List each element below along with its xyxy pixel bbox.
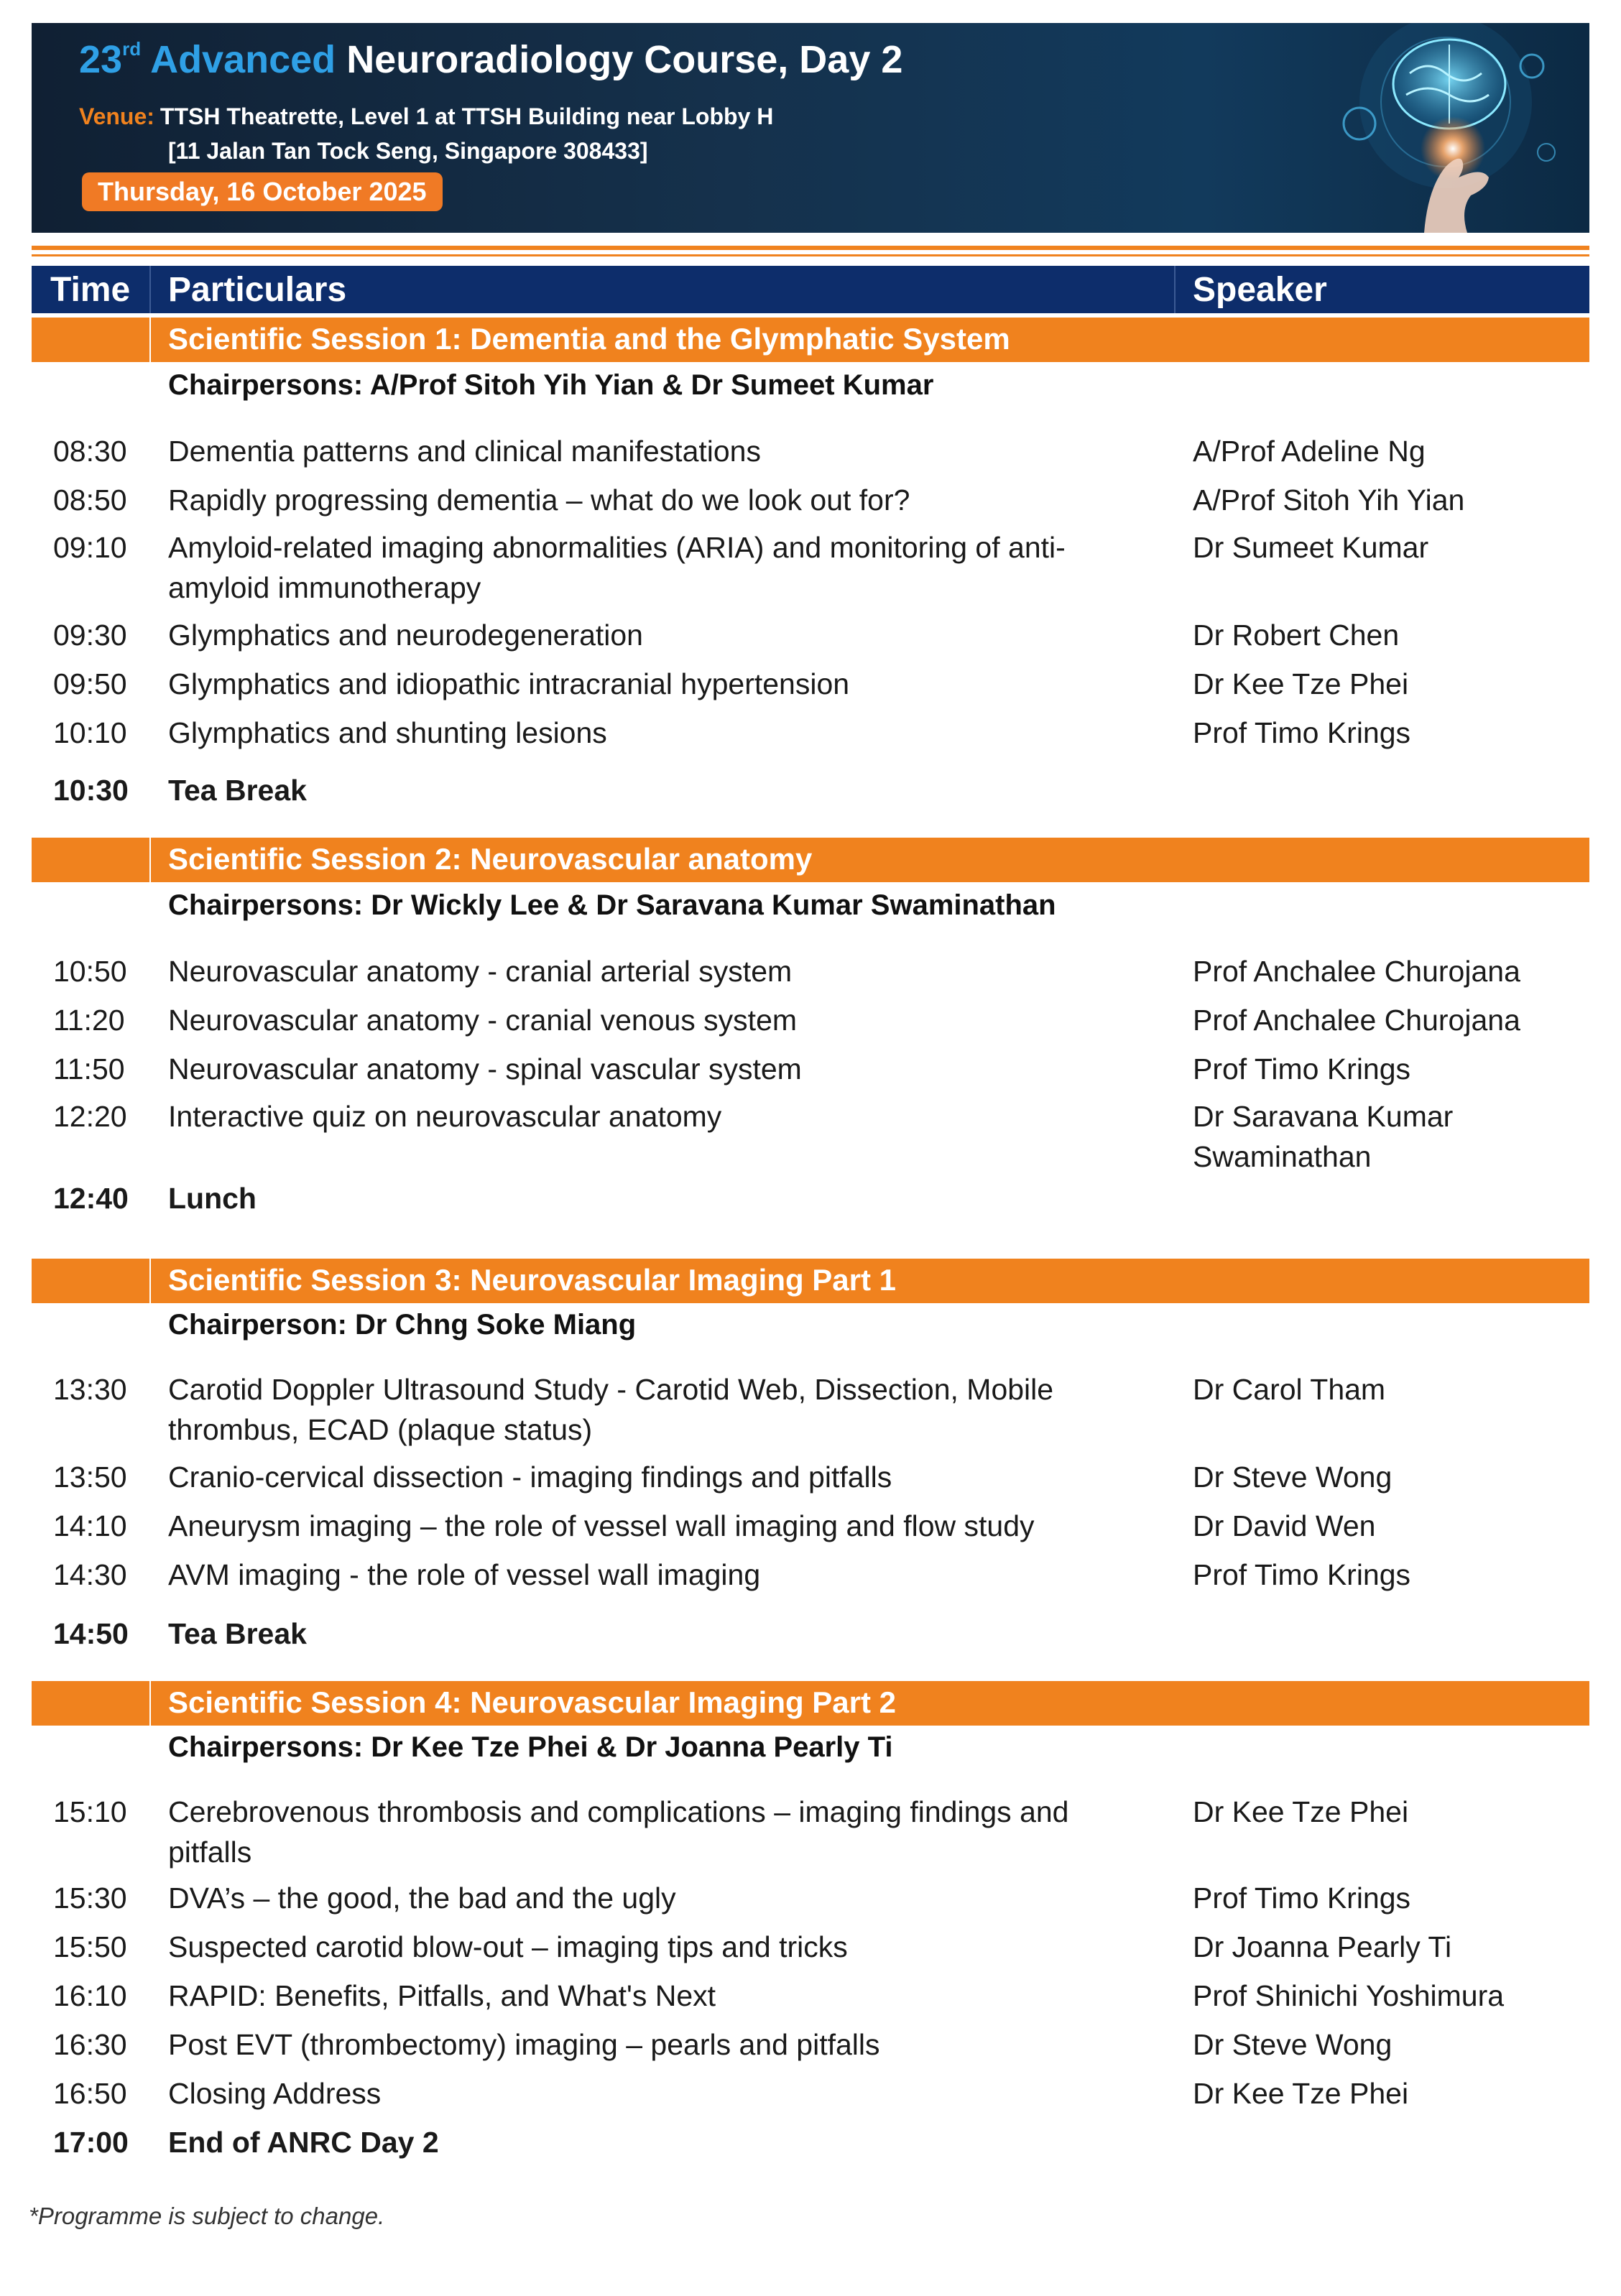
session-title: Scientific Session 4: Neurovascular Imaging Part 2	[168, 1685, 897, 1719]
chairpersons: Chairpersons: Dr Wickly Lee & Dr Saravana Kumar Swaminathan	[168, 889, 1056, 921]
row-time: 10:10	[53, 716, 127, 749]
session-bar	[32, 318, 1589, 362]
divider-line	[32, 254, 1589, 256]
row-time: 09:10	[53, 531, 127, 564]
column-separator	[149, 266, 151, 313]
row-speaker: Dr Saravana Kumar Swaminathan	[1193, 1100, 1454, 1173]
row-topic: Glymphatics and shunting lesions	[168, 716, 607, 749]
col-time: Time	[50, 271, 131, 309]
footnote: *Programme is subject to change.	[29, 2203, 385, 2229]
row-time: 11:50	[53, 1052, 125, 1085]
row-time: 11:20	[53, 1004, 125, 1037]
row-speaker: Dr Sumeet Kumar	[1193, 531, 1429, 564]
row-topic: Neurovascular anatomy - cranial venous system	[168, 1004, 798, 1037]
row-time: 13:30	[53, 1373, 127, 1406]
col-speaker: Speaker	[1193, 271, 1327, 309]
row-speaker: Dr Kee Tze Phei	[1193, 2077, 1409, 2110]
row-speaker: Dr Joanna Pearly Ti	[1193, 1930, 1452, 1963]
header-banner	[32, 23, 1589, 233]
table-header	[32, 266, 1589, 313]
row-topic: Neurovascular anatomy - spinal vascular system	[168, 1052, 802, 1085]
row-speaker: Dr Robert Chen	[1193, 619, 1400, 652]
row-speaker: Prof Timo Krings	[1193, 1558, 1411, 1591]
end-label: End of ANRC Day 2	[168, 2126, 439, 2159]
column-separator	[1174, 266, 1176, 313]
row-topic: AVM imaging - the role of vessel wall imaging	[168, 1558, 761, 1591]
row-speaker: Prof Timo Krings	[1193, 716, 1411, 749]
date-badge: Thursday, 16 October 2025	[82, 172, 443, 211]
venue-address: [11 Jalan Tan Tock Seng, Singapore 308433]	[168, 138, 648, 164]
row-speaker: Prof Timo Krings	[1193, 1881, 1411, 1915]
row-time: 12:20	[53, 1100, 127, 1133]
row-topic: Closing Address	[168, 2077, 382, 2110]
row-topic: Post EVT (thrombectomy) imaging – pearls and pitfalls	[168, 2028, 880, 2061]
row-time: 08:30	[53, 435, 127, 468]
session-bar	[32, 1681, 1589, 1726]
row-time: 10:50	[53, 955, 127, 988]
chairpersons: Chairpersons: A/Prof Sitoh Yih Yian & Dr Sumeet Kumar	[168, 369, 934, 401]
session-bar-cell	[32, 318, 151, 362]
session-bar	[32, 1259, 1589, 1303]
title-accent: Advanced	[150, 38, 336, 81]
row-time: 16:50	[53, 2077, 127, 2110]
row-topic: Glymphatics and neurodegeneration	[168, 619, 643, 652]
row-topic: Glymphatics and idiopathic intracranial hypertension	[168, 667, 850, 700]
session-title: Scientific Session 1: Dementia and the Glymphatic System	[168, 322, 1010, 356]
row-topic: Suspected carotid blow-out – imaging tips and tricks	[168, 1930, 848, 1963]
session-bar-cell	[32, 1259, 151, 1303]
session-bar-cell	[32, 838, 151, 882]
row-speaker: Dr Steve Wong	[1193, 2028, 1393, 2061]
chairpersons: Chairperson: Dr Chng Soke Miang	[168, 1309, 637, 1341]
row-speaker: Prof Timo Krings	[1193, 1052, 1411, 1085]
row-topic: Rapidly progressing dementia – what do we look out for?	[168, 483, 910, 517]
row-time: 16:10	[53, 1979, 127, 2012]
break-label: Lunch	[168, 1182, 257, 1215]
row-topic: Cerebrovenous thrombosis and complications – imaging findings and pitfalls	[168, 1795, 1069, 1869]
row-speaker: A/Prof Adeline Ng	[1193, 435, 1426, 468]
row-topic: Aneurysm imaging – the role of vessel wall imaging and flow study	[168, 1509, 1035, 1542]
row-time: 14:10	[53, 1509, 127, 1542]
row-speaker: Dr David Wen	[1193, 1509, 1376, 1542]
row-time: 09:50	[53, 667, 127, 700]
break-time: 10:30	[53, 774, 129, 807]
row-topic: Carotid Doppler Ultrasound Study - Carotid Web, Dissection, Mobile thrombus, ECAD (plaque status)	[168, 1373, 1054, 1446]
row-topic: Amyloid-related imaging abnormalities (ARIA) and monitoring of anti-amyloid immunotherapy	[168, 531, 1066, 604]
break-time: 12:40	[53, 1182, 129, 1215]
session-title: Scientific Session 3: Neurovascular Imaging Part 1	[168, 1263, 897, 1297]
row-speaker: Prof Shinichi Yoshimura	[1193, 1979, 1505, 2012]
col-particulars: Particulars	[168, 271, 347, 309]
row-time: 16:30	[53, 2028, 127, 2061]
session-title: Scientific Session 2: Neurovascular anatomy	[168, 842, 813, 876]
row-speaker: Dr Kee Tze Phei	[1193, 667, 1409, 700]
title-ordinal: 23	[79, 38, 123, 81]
venue-text: TTSH Theatrette, Level 1 at TTSH Building near Lobby H	[160, 103, 774, 129]
venue-label: Venue:	[79, 103, 154, 129]
row-time: 14:30	[53, 1558, 127, 1591]
venue-line	[79, 103, 773, 130]
break-label: Tea Break	[168, 1617, 307, 1650]
row-speaker: Dr Steve Wong	[1193, 1461, 1393, 1494]
course-title	[79, 37, 902, 82]
break-time: 14:50	[53, 1617, 129, 1650]
row-topic: Neurovascular anatomy - cranial arterial system	[168, 955, 793, 988]
divider-line	[32, 246, 1589, 250]
row-speaker: Dr Carol Tham	[1193, 1373, 1386, 1406]
row-topic: DVA’s – the good, the bad and the ugly	[168, 1881, 676, 1915]
row-speaker: A/Prof Sitoh Yih Yian	[1193, 483, 1465, 517]
title-rest: Neuroradiology Course, Day 2	[346, 38, 903, 81]
row-topic: Cranio-cervical dissection - imaging findings and pitfalls	[168, 1461, 892, 1494]
end-time: 17:00	[53, 2126, 129, 2159]
row-time: 08:50	[53, 483, 127, 517]
row-time: 09:30	[53, 619, 127, 652]
row-speaker: Dr Kee Tze Phei	[1193, 1795, 1409, 1828]
session-bar	[32, 838, 1589, 882]
row-speaker: Prof Anchalee Churojana	[1193, 955, 1520, 988]
chairpersons: Chairpersons: Dr Kee Tze Phei & Dr Joanna Pearly Ti	[168, 1731, 893, 1763]
row-time: 15:30	[53, 1881, 127, 1915]
brain-hand-illustration	[1273, 23, 1589, 233]
title-ordinal-suffix: rd	[122, 38, 142, 60]
row-speaker: Prof Anchalee Churojana	[1193, 1004, 1520, 1037]
row-topic: Dementia patterns and clinical manifestations	[168, 435, 761, 468]
row-time: 15:10	[53, 1795, 127, 1828]
row-topic: Interactive quiz on neurovascular anatomy	[168, 1100, 722, 1133]
break-label: Tea Break	[168, 774, 307, 807]
row-time: 13:50	[53, 1461, 127, 1494]
row-time: 15:50	[53, 1930, 127, 1963]
session-bar-cell	[32, 1681, 151, 1726]
row-topic: RAPID: Benefits, Pitfalls, and What's Next	[168, 1979, 716, 2012]
